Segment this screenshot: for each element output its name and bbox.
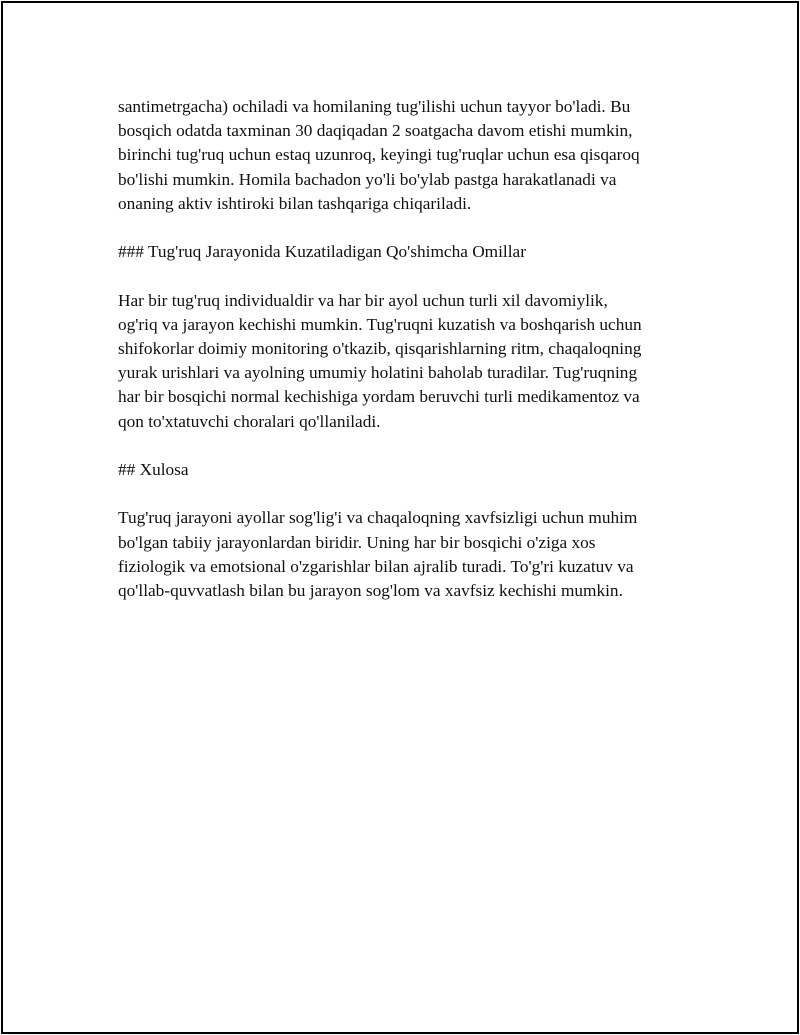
text-line: har bir bosqichi normal kechishiga yordam beruvchi turli medikamentoz va bbox=[118, 387, 640, 407]
text-line: onaning aktiv ishtiroki bilan tashqariga chiqariladi. bbox=[118, 193, 472, 213]
paragraph-conclusion bbox=[118, 506, 686, 603]
text-line: og'riq va jarayon kechishi mumkin. Tug'ruqni kuzatish va boshqarish uchun bbox=[118, 314, 642, 334]
text-line: bosqich odatda taxminan 30 daqiqadan 2 soatgacha davom etishi mumkin, bbox=[118, 121, 633, 141]
text-line: fiziologik va emotsional o'zgarishlar bilan ajralib turadi. To'g'ri kuzatuv va bbox=[118, 556, 634, 576]
text-line: santimetrgacha) ochiladi va homilaning tug'ilishi uchun tayyor bo'ladi. Bu bbox=[118, 97, 631, 116]
text-line: qo'llab-quvvatlash bilan bu jarayon sog'lom va xavfsiz kechishi mumkin. bbox=[118, 581, 623, 600]
section-heading-additional-factors bbox=[118, 240, 686, 264]
heading-text: ### Tug'ruq Jarayonida Kuzatiladigan Qo'shimcha Omillar bbox=[118, 242, 526, 262]
section-heading-conclusion bbox=[118, 458, 686, 482]
paragraph-spacer bbox=[118, 434, 686, 458]
text-line: birinchi tug'ruq uchun estaq uzunroq, keyingi tug'ruqlar uchun esa qisqaroq bbox=[118, 145, 640, 165]
document-body bbox=[118, 95, 686, 603]
heading-text: ## Xulosa bbox=[118, 460, 189, 479]
text-line: Har bir tug'ruq individualdir va har bir ayol uchun turli xil davomiylik, bbox=[118, 290, 608, 310]
text-line: Tug'ruq jarayoni ayollar sog'lig'i va chaqaloqning xavfsizligi uchun muhim bbox=[118, 508, 638, 528]
paragraph-spacer bbox=[118, 264, 686, 288]
paragraph-spacer bbox=[118, 482, 686, 506]
text-line: shifokorlar doimiy monitoring o'tkazib, qisqarishlarning ritm, chaqaloqning bbox=[118, 339, 642, 358]
text-line: bo'lgan tabiiy jarayonlardan biridir. Uning har bir bosqichi o'ziga xos bbox=[118, 532, 596, 552]
text-line: qon to'xtatuvchi choralari qo'llaniladi. bbox=[118, 411, 381, 431]
paragraph-monitoring bbox=[118, 289, 686, 434]
text-line: bo'lishi mumkin. Homila bachadon yo'li bo'ylab pastga harakatlanadi va bbox=[118, 169, 617, 189]
paragraph-spacer bbox=[118, 216, 686, 240]
text-line: yurak urishlari va ayolning umumiy holatini baholab turadilar. Tug'ruqning bbox=[118, 363, 638, 383]
paragraph-birth-stage bbox=[118, 95, 686, 216]
